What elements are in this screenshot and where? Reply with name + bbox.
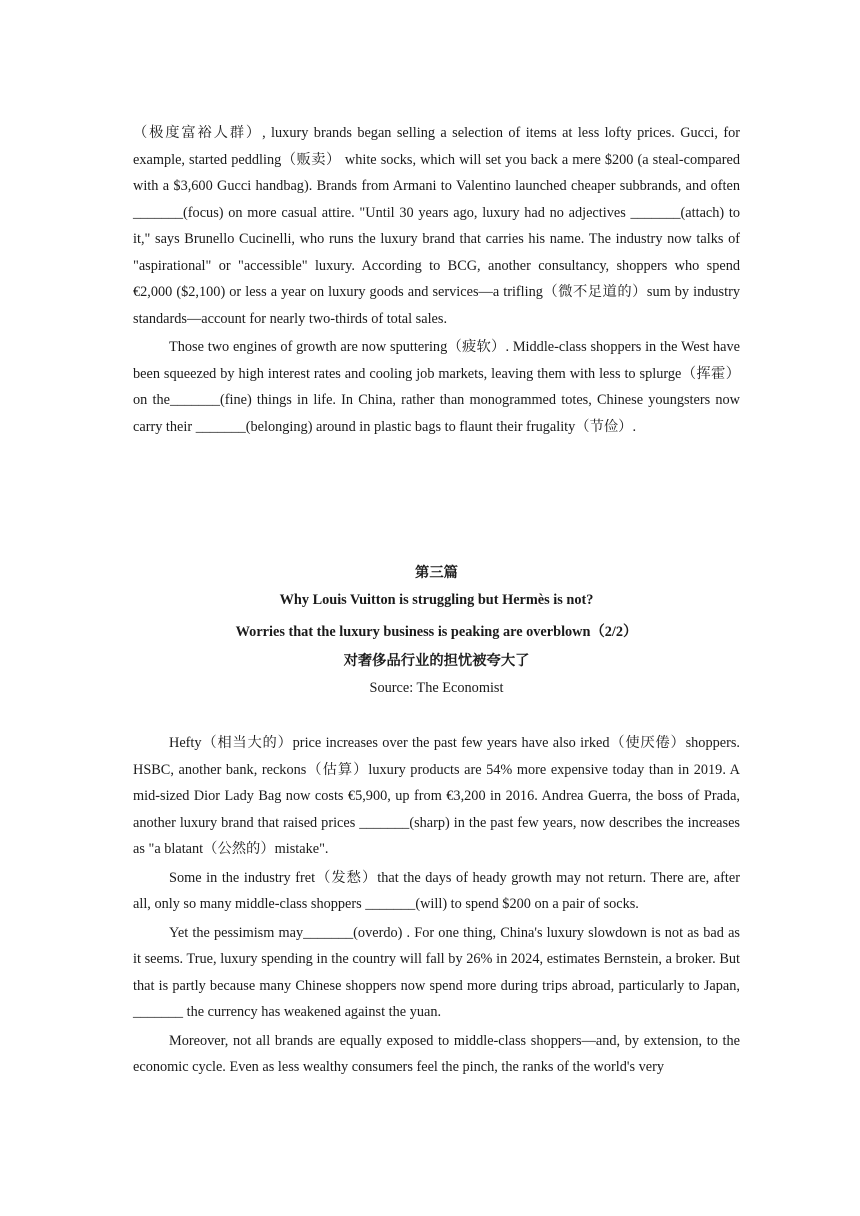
paragraph: （极度富裕人群）, luxury brands began selling a selection of items at less lofty prices. Gucci, for example, started peddling（贩卖） white socks, which will set you back a mere $200 (a steal-compared with a $3,600 Gucci handbag). Brands from Armani to Valentino launched cheaper subbrands, and often _______(focus) on more casual attire. "Until 30 years ago, luxury had no adjectives _______(attach) to it," says Brunello Cucinelli, who runs the luxury brand that carries his name. The industry now talks of "aspirational" or "accessible" luxury. According to BCG, another consultancy, shoppers who spend €2,000 ($2,100) or less a year on luxury goods and services—a trifling（微不足道的）sum by industry standards—account for nearly two-thirds of total sales. (133, 125, 740, 327)
paragraph: Those two engines of growth are now sputtering（疲软）. Middle-class shoppers in the West have been squeezed by high interest rates and cooling job markets, leaving them with less to splurge（挥霍）on the_______(fine) things in life. In China, rather than monogrammed totes, Chinese youngsters now carry their _______(belonging) around in plastic bags to flaunt their frugality（节俭）. (133, 339, 740, 435)
article-subtitle: Worries that the luxury business is peaking are overblown（2/2） (235, 624, 638, 640)
paragraph: Moreover, not all brands are equally exposed to middle-class shoppers—and, by extension, to the economic cycle. Even as less wealthy consumers feel the pinch, the ranks of the world's very (133, 1032, 740, 1075)
section-two-text (133, 730, 740, 1083)
section-one-text (133, 120, 740, 442)
chinese-title: 对奢侈品行业的担忧被夸大了 (343, 653, 530, 669)
paragraph: Some in the industry fret（发愁）that the days of heady growth may not return. There are, after all, only so many middle-class shoppers _______(will) to spend $200 on a pair of socks. (133, 869, 740, 912)
article-title: Why Louis Vuitton is struggling but Hermès is not? (279, 592, 594, 608)
paragraph: Hefty（相当大的）price increases over the past few years have also irked（使厌倦）shoppers. HSBC, another bank, reckons（估算）luxury products are 54% more expensive today than in 2019. A mid-sized Dior Lady Bag now costs €5,900, up from €3,200 in 2016. Andrea Guerra, the boss of Prada, another luxury brand that raised prices _______(sharp) in the past few years, now describes the increases as "a blatant（公然的）mistake". (133, 735, 740, 857)
passage-number: 第三篇 (415, 565, 458, 581)
paragraph: Yet the pessimism may_______(overdo) . For one thing, China's luxury slowdown is not as bad as it seems. True, luxury spending in the country will fall by 26% in 2024, estimates Bernstein, a broker. But that is partly because many Chinese shoppers now spend more during trips abroad, particularly to Japan, _______ the currency has weakened against the yuan. (133, 924, 740, 1020)
source-line: Source: The Economist (369, 680, 504, 696)
